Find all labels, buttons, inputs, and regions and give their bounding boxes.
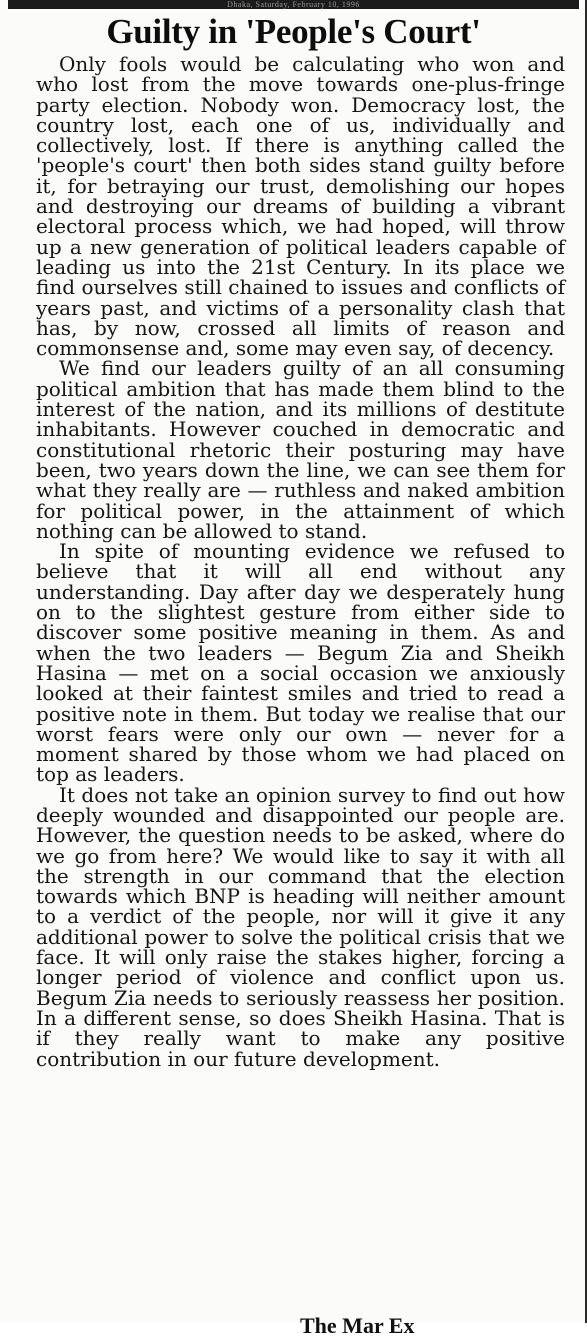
article-body [36,54,565,1069]
masthead-dateline-bar [8,0,579,9]
article-paragraph: We find our leaders guilty of an all consuming political ambition that has made them blind to the interest of the nation, and its millions of destitute inhabitants. However couched in democratic and constitutional rhetoric their posturing may have been, two years down the line, we can see them for what they really are — ruthless and naked ambition for political power, in the attainment of which nothing can be allowed to stand. [36,356,565,543]
article-headline: Guilty in 'People's Court' [106,12,481,51]
masthead-dateline: Dhaka, Saturday, February 10, 1996 [227,0,360,9]
article-paragraph: Only fools would be calculating who won and who lost from the move towards one-plus-fringe party election. Nobody won. Democracy lost, the country lost, each one of us, individually and collectively, lost. If there is anything called the 'people's court' then both sides stand guilty before it, for betraying our trust, demolishing our hopes and destroying our dreams of building a vibrant electoral process which, we had hoped, will throw up a new generation of political leaders capable of leading us into the 21st Century. In its place we find ourselves still chained to issues and conflicts of years past, and victims of a personality clash that has, by now, crossed all limits of reason and commonsense and, some may even say, of decency. [36,52,565,361]
next-article-heading-fragment: The Mar Ex [300,1313,415,1338]
article-paragraph: In spite of mounting evidence we refused to believe that it will all end without any understanding. Day after day we desperately hung on to the slightest gesture from either side to discover some positive meaning in them. As and when the two leaders — Begum Zia and Sheikh Hasina — met on a social occasion we anxiously looked at their faintest smiles and tried to read a positive note in them. But today we realise that our worst fears were only our own — never for a moment shared by those whom we had placed on top as leaders. [36,539,565,787]
article-paragraph: It does not take an opinion survey to find out how deeply wounded and disappointed our people are. However, the question needs to be asked, where do we go from here? We would like to say it with all the strength in our command that the election towards which BNP is heading will neither amount to a verdict of the people, nor will it give it any additional power to solve the political crisis that we face. It will only raise the stakes higher, forcing a longer period of violence and conflict upon us. Begum Zia needs to seriously reassess her position. In a different sense, so does Sheikh Hasina. That is if they really want to make any positive contribution in our future development. [36,782,565,1071]
